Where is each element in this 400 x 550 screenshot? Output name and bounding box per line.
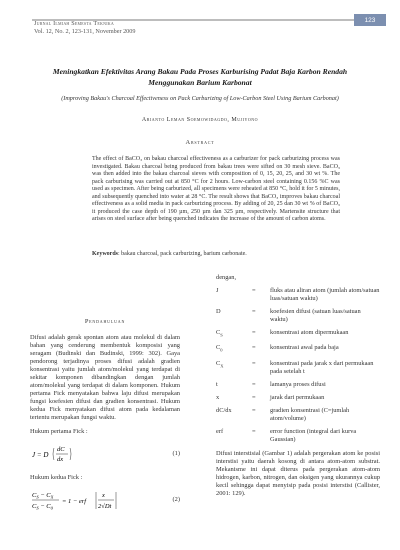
paper-subtitle: (Improving Bakau's Charcoal Effectiveness on Pack Carburizing of Low-Carbon Steel Using Barium Carbonat) bbox=[61, 95, 339, 102]
definition-row bbox=[216, 394, 380, 402]
definition-symbol: t bbox=[216, 380, 218, 388]
abstract-text: The effect of BaCO₃ on bakau charcoal effectiveness as a carburizer for pack carburizing process was investigated. Bakau charcoal being produced from bakau trees were sifted on 30 mesh sieve. BaCO₃ was then added into the bakau charcoal sieves with composition of 0, 15, 20, 25, and 30 wt %. The pack carburising was carried out at 850 °C for 2 hours. Low-carbon steel containing 0.156 %C was used as specimen. After being carburized, all specimens were reheated at 850 °C, hold it for 5 minutes, and subsequently quenched into water at 28 °C. The result shows that BaCO₃ improves bakau charcoal effectiveness as a solid media in pack carburizing process. By adding of 20, 25 dan 30 wt % of BaCO₃ it produced the case depth of 190 µm, 250 µm dan 325 µm, respectively. Martensite structure that arises on steel surface after being quenched indicates the increase of the amount of carbon atoms. bbox=[92, 156, 340, 222]
definition-row bbox=[216, 344, 380, 354]
definition-row bbox=[216, 428, 380, 444]
equation-1-graphic bbox=[32, 440, 92, 468]
keywords bbox=[92, 251, 340, 259]
interstitial-paragraph: Difusi interstisial (Gambar 1) adalah pergerakan atom ke posisi interstisi yaitu daerah kosong di antara atom-atom substrat. Mekanisme ini dapat diterus pada pergerakan atom-atom hidrogen, karbon, nitrogen, dan oksigen yang ukurannya cukup kecil sehingga dapat menyisip pada posisi interstisi (Callister, 2001: 129). bbox=[216, 449, 380, 497]
keywords-text: : bakau charcoal, pack carburizing, barium carbonate. bbox=[118, 251, 247, 257]
equals-sign: = bbox=[252, 344, 256, 352]
definition-symbol: $C_S$ bbox=[216, 329, 223, 338]
equals-sign: = bbox=[252, 308, 256, 315]
fick2-label: Hukum kedua Fick : bbox=[30, 474, 83, 481]
paper-title: Meningkatkan Efektivitas Arang Bakau Pada Proses Karburising Padat Baja Karbon Rendah Menggunakan Barium Karbonat bbox=[52, 67, 348, 87]
eq1-den: dx bbox=[57, 456, 64, 463]
definition-row bbox=[216, 287, 380, 303]
eq2-number: (2) bbox=[172, 496, 180, 503]
fick1-label: Hukum pertama Fick : bbox=[30, 428, 88, 435]
definition-symbol: J bbox=[216, 287, 219, 294]
definition-row bbox=[216, 360, 380, 376]
definition-row bbox=[216, 308, 380, 324]
equals-sign: = bbox=[252, 359, 256, 367]
definition-symbol: dC/dx bbox=[216, 406, 232, 414]
definition-description: lamanya proses difusi bbox=[270, 380, 326, 388]
definition-description: konsentrasi awal pada baja bbox=[270, 344, 339, 352]
equals-sign: = bbox=[252, 427, 256, 435]
definition-symbol: $C_0$ bbox=[216, 344, 223, 353]
equals-sign: = bbox=[252, 406, 256, 414]
eq1-paren-left bbox=[53, 448, 54, 460]
equals-sign: = bbox=[252, 329, 256, 336]
equals-sign: = bbox=[252, 380, 256, 388]
equation-2 bbox=[30, 486, 180, 514]
definition-description: fluks atau aliran atom (jumlah atom/satuan luas/satuan waktu) bbox=[270, 287, 380, 302]
definition-description: gradien konsentrasi (C=jumlah atom/volume) bbox=[270, 406, 350, 422]
page-number: 123 bbox=[364, 16, 376, 24]
eq1-num: dC bbox=[57, 446, 65, 453]
definition-description: konsentrasi pada jarak x dari permukaan pada setelah t bbox=[270, 359, 374, 375]
volume-info: Vol. 12, No. 2, 123-131, November 2009 bbox=[34, 28, 136, 35]
definition-description: koefesien difusi (satuan luas/satuan waktu) bbox=[270, 308, 361, 323]
equals-sign: = bbox=[252, 393, 256, 401]
definition-row bbox=[216, 329, 380, 339]
definition-symbol: x bbox=[216, 393, 220, 401]
eq2-denominator: $C_S - C_0$ bbox=[32, 503, 53, 511]
journal-header bbox=[34, 20, 135, 36]
definitions-list bbox=[216, 287, 380, 444]
eq2-numerator: $C_S - C_X$ bbox=[32, 492, 54, 500]
definition-symbol: D bbox=[216, 308, 221, 315]
equals-sign: = bbox=[252, 287, 256, 294]
section-heading: Pendahuluan bbox=[84, 318, 126, 325]
definition-description: konsentrasi atom dipermukaan bbox=[270, 329, 349, 336]
page-number-badge bbox=[354, 14, 386, 26]
intro-paragraph: Difusi adalah gerak spontan atom atau molekul di dalam bahan yang cenderung membentuk komposisi yang seragam (Budinski dan Budinski, 1999: 302). Gaya pendorong terjadinya proses difusi adalah gradien konsentrasi yaitu jumlah atom/molekul yang terdapat di sekitar komponen dibandingkan dengan jumlah atom/molekul yang terdapat di dalam komponen. Hukum pertama Fick menyatakan bahwa laju difusi merupakan fungsi koefesien difusi dan gradien konsentrasi. Hukum kedua Fick menyatakan difusi atom pada kedalaman tertentu merupakan fungsi waktu. bbox=[30, 334, 180, 421]
eq2-frac-den: 2√Dt bbox=[98, 503, 112, 510]
eq1-paren-right bbox=[70, 448, 71, 460]
keywords-label: Keywords bbox=[92, 251, 118, 257]
authors: Arianto Leman Soemowidagdo, Mujiyono bbox=[141, 117, 259, 123]
definition-symbol: erf bbox=[216, 427, 224, 435]
definition-description: jarak dari permukaan bbox=[270, 393, 325, 401]
left-column bbox=[30, 318, 180, 514]
definition-description: error function (integral dari kurva Gaussian) bbox=[270, 427, 357, 443]
definitions-intro: dengan, bbox=[216, 274, 237, 281]
eq2-frac-num: x bbox=[102, 492, 105, 499]
equation-1 bbox=[30, 440, 180, 468]
eq1-lhs: J = D bbox=[32, 451, 49, 459]
journal-name: Jurnal Ilmiah Semesta Teknika bbox=[34, 20, 114, 27]
definition-row bbox=[216, 381, 380, 389]
right-column bbox=[216, 274, 380, 498]
equation-2-graphic bbox=[32, 486, 142, 514]
eq2-rhs: = 1 − erf bbox=[62, 498, 87, 505]
definition-row bbox=[216, 407, 380, 423]
eq1-number: (1) bbox=[172, 450, 180, 457]
definition-symbol: $C_X$ bbox=[216, 359, 224, 368]
abstract-heading: Abstract bbox=[185, 139, 215, 146]
